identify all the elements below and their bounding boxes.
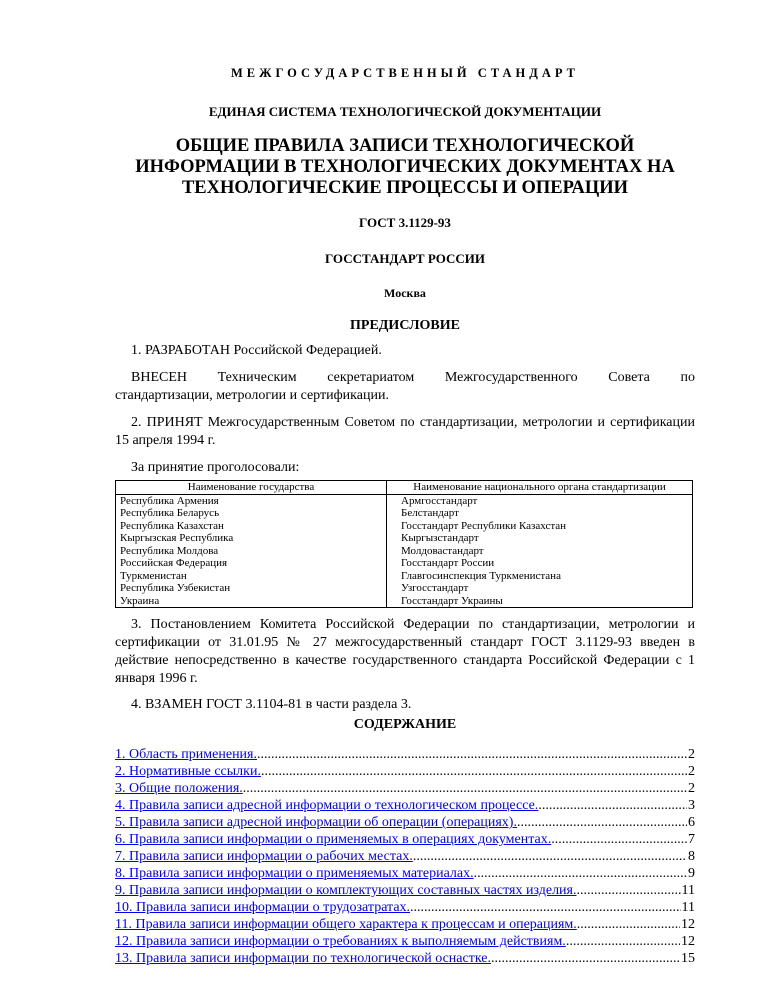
toc-page-number: 2	[688, 764, 695, 779]
standards-body-name: Армгосстандарт	[401, 494, 478, 507]
state-name: Республика Армения	[116, 494, 387, 507]
foreword-item-4: 4. ВЗАМЕН ГОСТ 3.1104-81 в части раздела 3.	[131, 697, 412, 712]
toc-entry	[115, 831, 695, 848]
standards-body-name: Госстандарт Украины	[401, 594, 503, 607]
toc-page-number: 7	[688, 832, 695, 847]
state-name: Республика Беларусь	[116, 507, 387, 520]
toc-leader	[243, 780, 687, 797]
table-row	[116, 595, 693, 608]
table-row	[116, 570, 693, 583]
table-row	[116, 507, 693, 520]
toc-page-number: 9	[688, 866, 695, 881]
system-name: ЕДИНАЯ СИСТЕМА ТЕХНОЛОГИЧЕСКОЙ ДОКУМЕНТАЦИИ	[208, 104, 602, 119]
toc-link[interactable]: 7. Правила записи информации о рабочих местах.	[115, 849, 413, 864]
gost-number: ГОСТ 3.1129-93	[359, 215, 451, 230]
toc-leader	[413, 848, 687, 865]
toc-leader	[577, 916, 680, 933]
toc-link[interactable]: 13. Правила записи информации по технологической оснастке.	[115, 951, 492, 966]
foreword-item-3: 3. Постановлением Комитета Российской Федерации по стандартизации, метрологии и сертификации от 31.01.95 № 27 межгосударственный стандарт ГОСТ 3.1129-93 введен в действие непосредственно в качестве государственного стандарта Российской Федерации с 1 января 1996 г.	[115, 617, 695, 686]
contents-heading: СОДЕРЖАНИЕ	[353, 717, 457, 732]
toc-entry	[115, 814, 695, 831]
toc-leader	[474, 865, 687, 882]
foreword-submitted-line1: ВНЕСЕН Техническим секретариатом Межгосударственного Совета по	[131, 370, 695, 385]
toc-page-number: 8	[688, 849, 695, 864]
toc-leader	[257, 746, 687, 763]
toc-page-number: 11	[681, 883, 695, 898]
standards-body-name: Белстандарт	[401, 507, 459, 519]
toc-entry	[115, 763, 695, 780]
standards-body-name: Молдовастандарт	[401, 544, 484, 557]
toc-leader	[410, 899, 680, 916]
toc-page-number: 11	[681, 900, 695, 915]
table-row	[116, 582, 693, 595]
toc-page-number: 3	[688, 798, 695, 813]
toc-page-number: 15	[681, 951, 695, 966]
toc-link[interactable]: 1. Область применения.	[115, 747, 257, 762]
title-line: ОБЩИЕ ПРАВИЛА ЗАПИСИ ТЕХНОЛОГИЧЕСКОЙ	[175, 136, 635, 156]
toc-link[interactable]: 10. Правила записи информации о трудозатратах.	[115, 900, 411, 915]
toc-leader	[566, 933, 680, 950]
toc-link[interactable]: 11. Правила записи информации общего характера к процессам и операциям.	[115, 917, 577, 932]
toc-link[interactable]: 8. Правила записи информации о применяемых материалах.	[115, 866, 474, 881]
title-line: ИНФОРМАЦИИ В ТЕХНОЛОГИЧЕСКИХ ДОКУМЕНТАХ НА	[135, 157, 675, 177]
foreword-item-1: 1. РАЗРАБОТАН Российской Федерацией.	[131, 343, 382, 358]
toc-page-number: 2	[688, 781, 695, 796]
foreword-heading: ПРЕДИСЛОВИЕ	[350, 318, 460, 333]
toc-entry	[115, 933, 695, 950]
voting-intro: За принятие проголосовали:	[131, 460, 300, 475]
column-header-body: Наименование национального органа стандартизации	[387, 481, 693, 495]
state-name: Республика Казахстан	[116, 520, 387, 533]
toc-entry	[115, 950, 695, 967]
toc-entry	[115, 848, 695, 865]
toc-leader	[491, 950, 680, 967]
toc-entry	[115, 865, 695, 882]
toc-link[interactable]: 12. Правила записи информации о требованиях к выполняемым действиям.	[115, 934, 566, 949]
foreword-item-2: 2. ПРИНЯТ Межгосударственным Советом по стандартизации, метрологии и сертификации 15 апреля 1994 г.	[115, 415, 695, 448]
toc-entry	[115, 899, 695, 916]
toc-entry	[115, 882, 695, 899]
toc-entry	[115, 746, 695, 763]
table-row	[116, 494, 693, 507]
standards-body-name: Госстандарт Республики Казахстан	[401, 519, 567, 532]
standards-body-name: Кыргызстандарт	[401, 532, 479, 544]
standard-kicker: МЕЖГОСУДАРСТВЕННЫЙ СТАНДАРТ	[230, 66, 580, 80]
state-name: Туркменистан	[116, 570, 387, 583]
state-name: Республика Узбекистан	[116, 582, 387, 595]
toc-link[interactable]: 2. Нормативные ссылки.	[115, 764, 261, 779]
toc-link[interactable]: 5. Правила записи адресной информации об операции (операциях).	[115, 815, 517, 830]
city: Москва	[384, 286, 426, 300]
state-name: Республика Молдова	[116, 545, 387, 558]
toc-leader	[261, 763, 687, 780]
toc-page-number: 2	[688, 747, 695, 762]
toc-entry	[115, 797, 695, 814]
title-line: ТЕХНОЛОГИЧЕСКИЕ ПРОЦЕССЫ И ОПЕРАЦИИ	[181, 178, 629, 198]
table-row	[116, 545, 693, 558]
state-name: Российская Федерация	[116, 557, 387, 570]
table-row	[116, 520, 693, 533]
toc-link[interactable]: 9. Правила записи информации о комплектующих составных частях изделия.	[115, 883, 577, 898]
table-row	[116, 557, 693, 570]
toc-link[interactable]: 6. Правила записи информации о применяемых в операциях документах.	[115, 832, 552, 847]
foreword-submitted-line2: стандартизации, метрологии и сертификации.	[115, 388, 389, 403]
standards-body-name: Главгосинспекция Туркменистана	[401, 569, 561, 582]
toc-page-number: 12	[681, 917, 695, 932]
standards-body-name: Госстандарт России	[401, 557, 495, 569]
voting-table-body	[116, 494, 693, 608]
publisher: ГОССТАНДАРТ РОССИИ	[324, 251, 485, 266]
toc-link[interactable]: 4. Правила записи адресной информации о технологическом процессе.	[115, 798, 539, 813]
state-name: Украина	[116, 595, 387, 608]
toc-leader	[577, 882, 681, 899]
toc-leader	[517, 814, 687, 831]
state-name: Кыргызская Республика	[116, 532, 387, 545]
column-header-state: Наименование государства	[116, 481, 387, 495]
table-row	[116, 532, 693, 545]
standards-body-name: Узгосстандарт	[401, 582, 469, 594]
toc-page-number: 6	[688, 815, 695, 830]
toc-link[interactable]: 3. Общие положения.	[115, 781, 243, 796]
table-of-contents	[115, 746, 695, 967]
document-page	[115, 0, 695, 967]
voting-table	[115, 480, 693, 608]
toc-entry	[115, 916, 695, 933]
toc-entry	[115, 780, 695, 797]
toc-leader	[538, 797, 687, 814]
toc-leader	[551, 831, 687, 848]
toc-page-number: 12	[681, 934, 695, 949]
document-title	[115, 136, 695, 199]
